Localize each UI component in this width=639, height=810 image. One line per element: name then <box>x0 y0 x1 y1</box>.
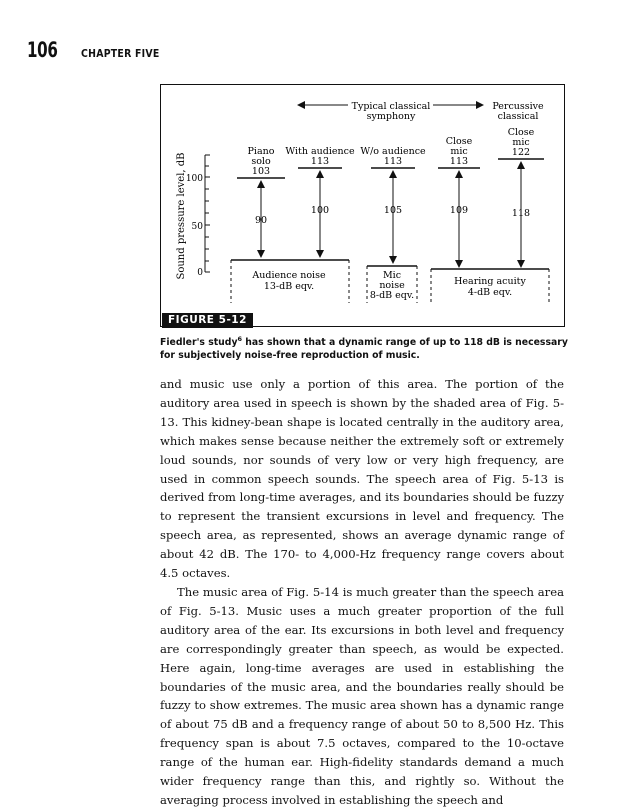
range-close-mic: 109 <box>449 205 469 216</box>
y-tick-50: 50 <box>191 222 203 232</box>
figure <box>160 84 565 327</box>
floor-mic-label-line1: Mic <box>382 270 402 281</box>
range-close-mic-percussive: 118 <box>511 208 531 219</box>
peak-label: solo <box>251 156 271 167</box>
peak-label: With audience <box>285 146 355 157</box>
caption-text-start: Fiedler's study <box>160 337 238 349</box>
figure-diagram <box>161 85 566 328</box>
peak-label: Piano <box>247 146 275 157</box>
paragraph: and music use only a portion of this area. The portion of the auditory area used in speech is shown by the shaded area of Fig. 5-13. This kidney-bean shape is located centrally in the auditory area, which makes sense because neither the extremely soft or extremely loud sounds, nor sounds of very low or very high frequency, are used in common speech sounds. The speech area of Fig. 5-13 is derived from long-time averages, and its boundaries should be fuzzy to represent the transient excursions in level and frequency. The speech area, as represented, shows an average dynamic range of about 42 dB. The 170- to 4,000-Hz frequency range covers about 4.5 octaves. <box>160 377 564 581</box>
peak-label: Close <box>445 136 473 147</box>
peak-label: Close <box>507 127 535 138</box>
percussive-label-line2: classical <box>497 111 539 122</box>
running-header <box>27 38 173 62</box>
peak-level: 122 <box>511 147 531 158</box>
page-number: 106 <box>27 38 58 62</box>
symphony-label-line2: symphony <box>366 111 416 122</box>
range-with-audience: 100 <box>310 205 330 216</box>
range-without-audience: 105 <box>383 205 403 216</box>
floor-hearing-sub: 4-dB eqv. <box>467 287 513 298</box>
figure-caption <box>160 333 570 362</box>
y-tick-100: 100 <box>185 174 203 184</box>
peak-label: W/o audience <box>360 146 426 157</box>
peak-level: 113 <box>449 156 469 167</box>
chapter-title: CHAPTER FIVE <box>81 47 160 60</box>
y-axis-label: Sound pressure level, dB <box>176 152 187 280</box>
body-text <box>160 375 564 810</box>
figure-label: FIGURE 5-12 <box>162 313 253 328</box>
paragraph: The music area of Fig. 5-14 is much greater than the speech area of Fig. 5-13. Music uses a much greater proportion of the full auditory area of the ear. Its excursions in both level and frequency are correspondingly greater than speech, as would be expected. Here again, long-time averages are used in establishing the boundaries of the music area, and the boundaries really should be fuzzy to show extremes. The music area shown has a dynamic range of about 75 dB and a frequency range of about 50 to 8,500 Hz. This frequency span is about 7.5 octaves, compared to the 10-octave range of the human ear. High-fidelity standards demand a much wider frequency range than this, and rightly so. Without the averaging process involved in establishing the speech and <box>160 584 564 807</box>
symphony-label-line1: Typical classical <box>351 101 431 112</box>
floor-mic-label-line2: noise <box>379 280 405 291</box>
floor-audience-sub: 13-dB eqv. <box>263 281 315 292</box>
peak-level: 113 <box>310 156 330 167</box>
peak-label: mic <box>512 137 530 148</box>
peak-labels <box>248 127 535 177</box>
range-piano: 90 <box>254 215 268 226</box>
caption-reference: 6 <box>237 335 243 343</box>
peak-level: 103 <box>251 166 271 177</box>
y-tick-0: 0 <box>197 268 203 278</box>
floor-hearing-label: Hearing acuity <box>454 276 526 287</box>
floor-audience-label: Audience noise <box>252 270 326 281</box>
percussive-label-line1: Percussive <box>492 101 544 112</box>
peak-label: mic <box>450 146 468 157</box>
peak-level: 113 <box>383 156 403 167</box>
caption-text-end: has shown that a dynamic range of up to 118 dB is necessary for subjectively noise-free reproduction of music. <box>160 337 568 362</box>
floor-mic-sub: 8-dB eqv. <box>369 290 415 301</box>
y-axis <box>205 155 210 272</box>
